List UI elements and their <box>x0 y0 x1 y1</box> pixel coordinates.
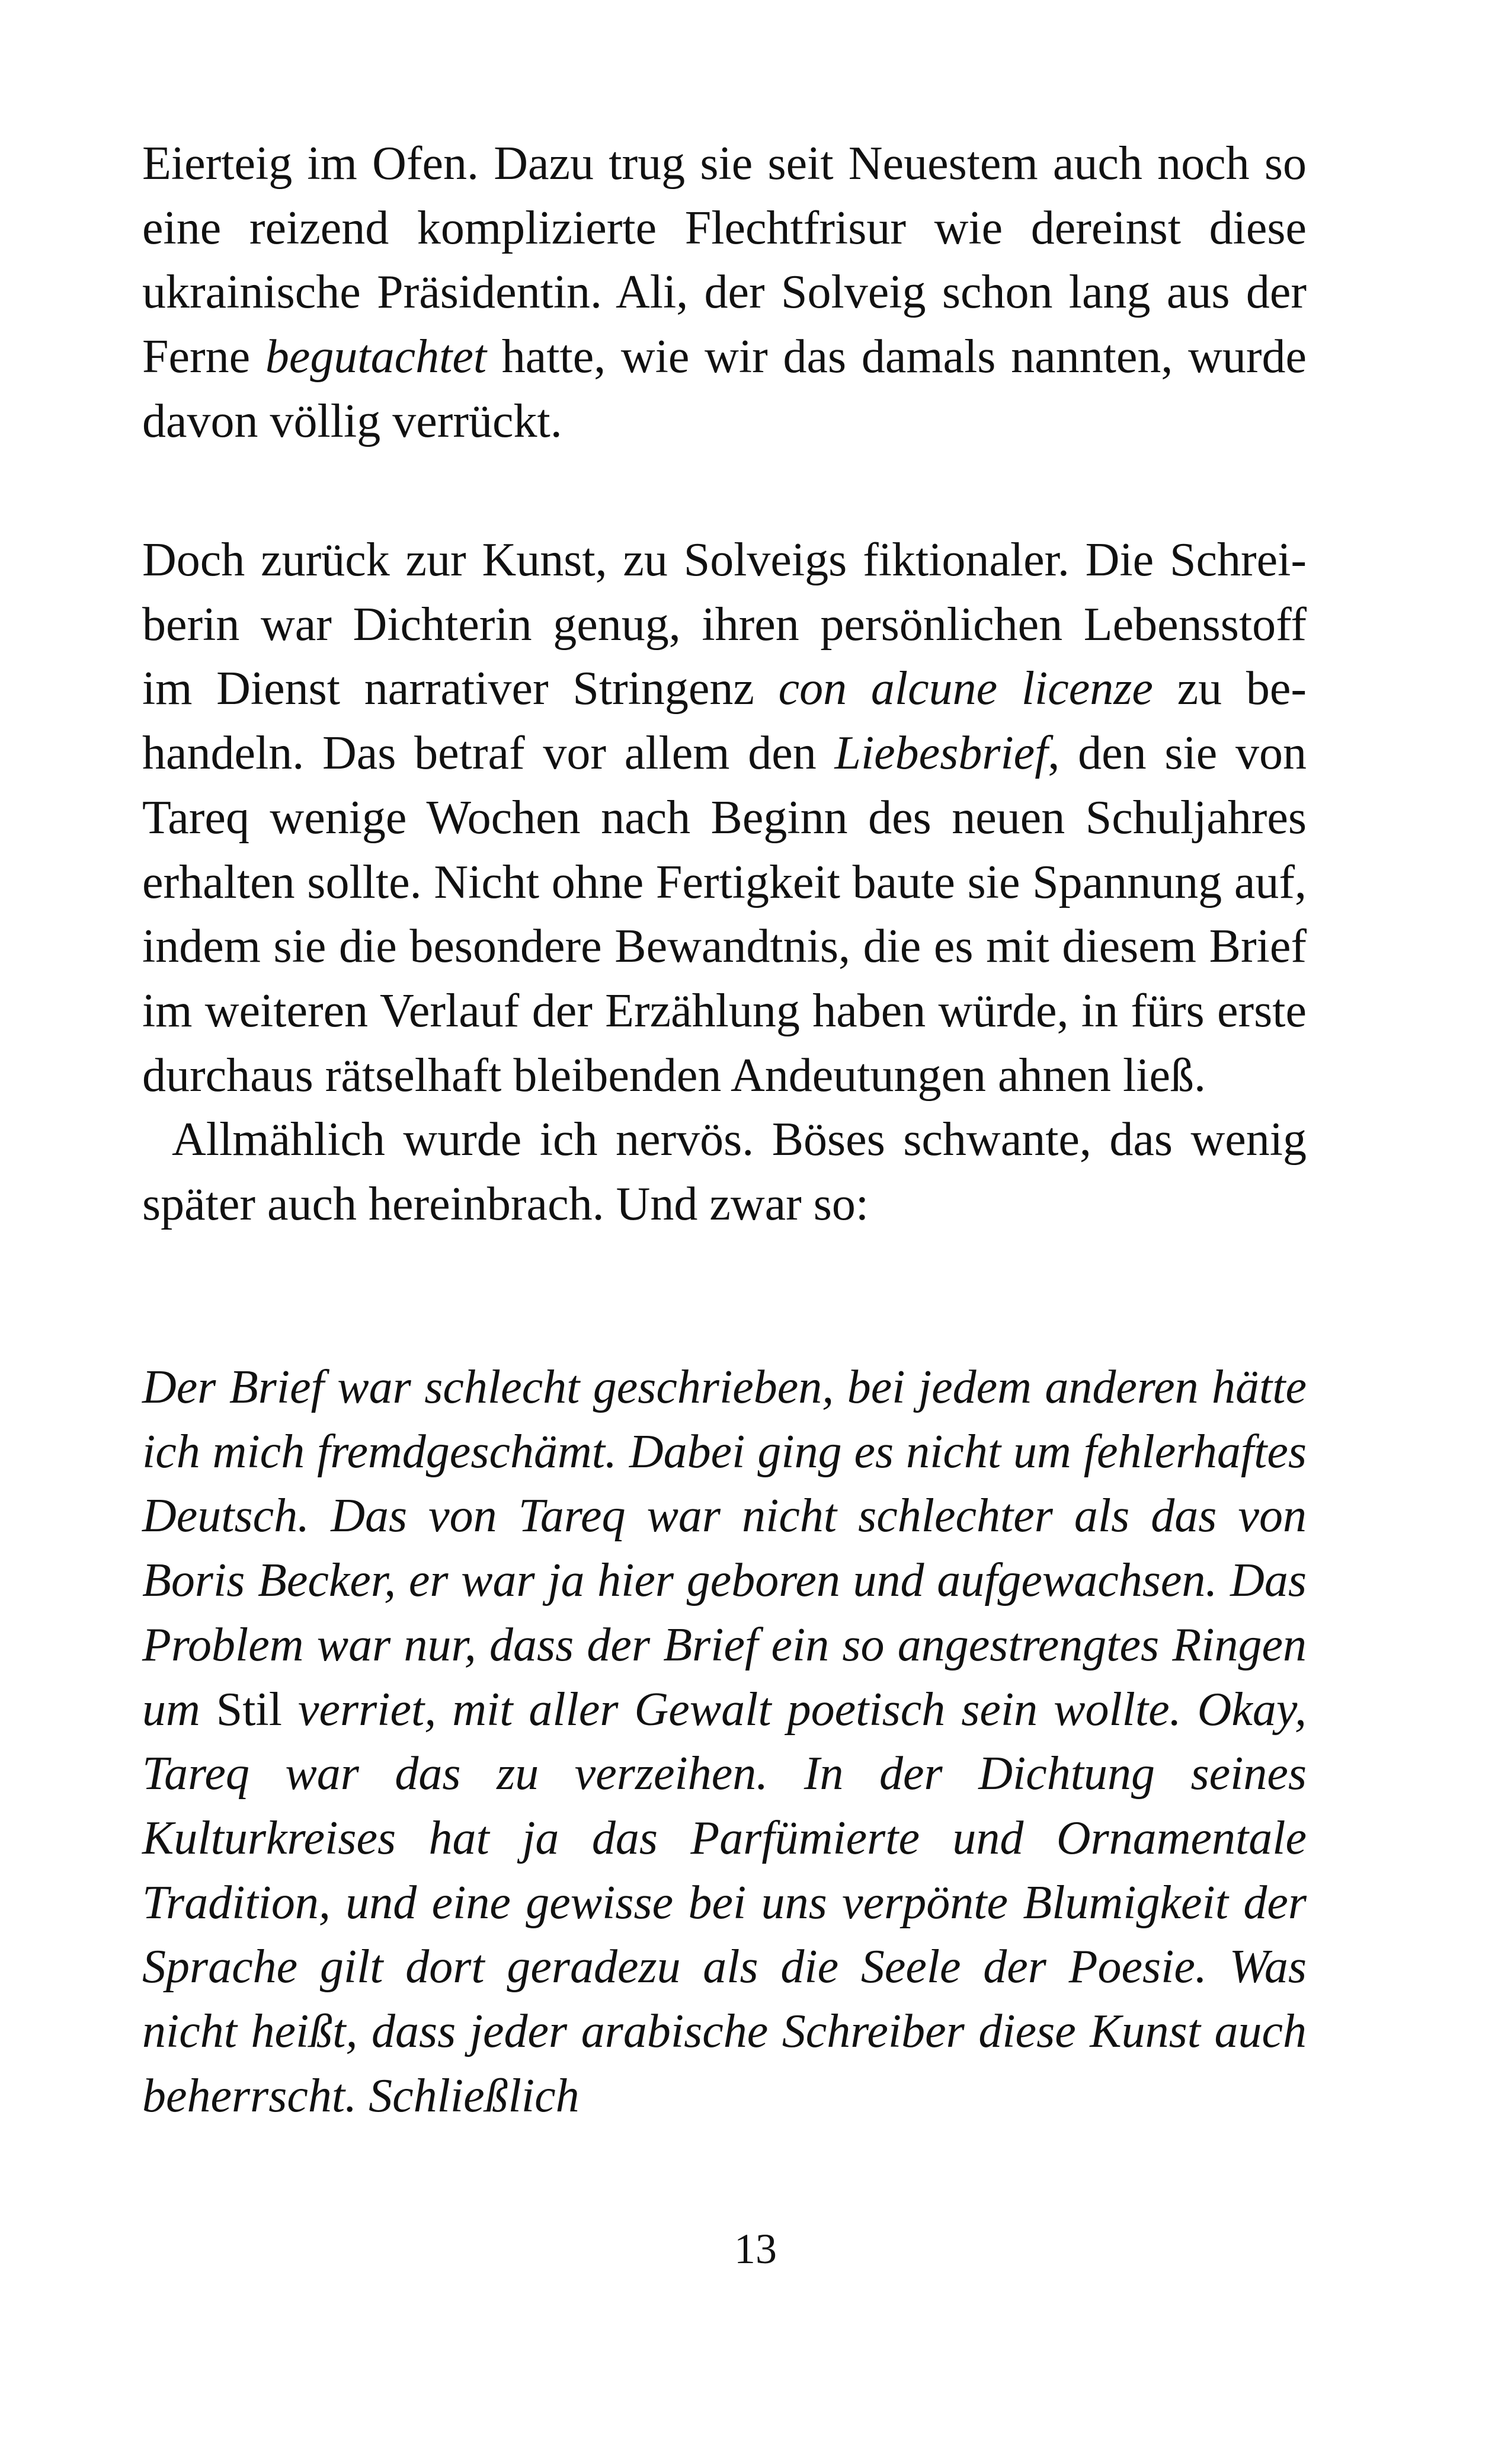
paragraph-allmaehlich: Allmählich wurde ich nervös. Böses schwante, das wenig später auch hereinbrach. Und zwar so: <box>142 1113 1307 1231</box>
paragraph-doch-zurueck <box>142 528 1307 1237</box>
letter-excerpt <box>142 1355 1307 2128</box>
roman-word: Stil <box>216 1683 282 1736</box>
paragraph-text: Doch zurück zur Kunst, zu Solveigs fiktionaler. Die Schreiberin war Dichterin genug, ihren persönlichen Lebensstoff im Dienst narrativer Stringenz con alcune licenze zu behandeln. Das betraf vor allem den Liebesbrief, den sie von Tareq wenige Wochen nach Beginn des neuen Schuljahres erhalten sollte. Nicht ohne Fertigkeit baute sie Spannung auf, indem sie die besondere Bewandtnis, die es mit diesem Brief im weiteren Verlauf der Erzählung haben würde, in fürs erste durchaus rätselhaft bleibenden Andeutungen ahnen ließ. <box>142 534 1307 1102</box>
paragraph-text: Eierteig im Ofen. Dazu trug sie seit Neuestem auch noch so eine reizend komplizierte Flechtfrisur wie dereinst diese ukrainische Präsidentin. Ali, der Solveig schon lang aus der Ferne begutachtet hatte, wie wir das damals nannten, wurde davon völlig verrückt. <box>142 137 1307 447</box>
page-number: 13 <box>734 2225 777 2273</box>
paragraph-text: Der Brief war schlecht geschrieben, bei jedem anderen hätte ich mich fremdgeschämt. Dabei ging es nicht um fehlerhaftes Deutsch. Das von Tareq war nicht schlechter als das von Boris Becker, er war ja hier geboren und aufgewachsen. Das Problem war nur, dass der Brief ein so angestrengtes Ringen um Stil verriet, mit aller Gewalt poetisch sein wollte. Okay, Tareq war das zu verzeihen. In der Dichtung seines Kulturkreises hat ja das Parfümierte und Ornamentale Tradition, und eine gewisse bei uns verpönte Blumigkeit der Sprache gilt dort geradezu als die Seele der Poesie. Was nicht heißt, dass jeder arabische Schreiber diese Kunst auch beherrscht. Schließlich <box>142 1361 1307 2122</box>
italic-term: begutachtet <box>265 331 487 383</box>
italic-phrase: con alcune licenze <box>778 663 1153 715</box>
italic-term: Liebesbrief <box>834 727 1048 780</box>
paragraph-eierteig <box>142 132 1307 454</box>
